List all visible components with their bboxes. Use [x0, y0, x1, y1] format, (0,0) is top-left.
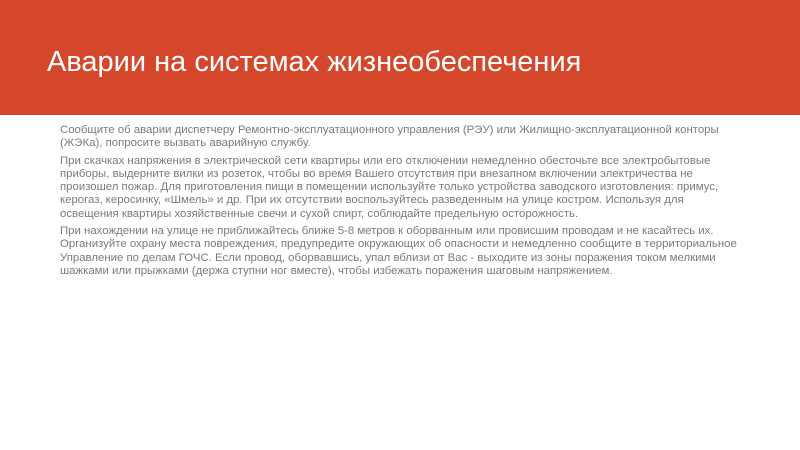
paragraph-power-surge: При скачках напряжения в электрической сети квартиры или его отключении немедленно обесточьте все электробытовые приборы, выдерните вилки из розеток, чтобы во время Вашего отсутствия при внезапном включении электричества не произошел пожар. Для приготовления пищи в помещении используйте только устройства заводского изготовления: примус, керогаз, керосинку, «Шмель» и др. При их отсутствии воспользуйтесь разведенным на улице костром. Используя для освещения квартиры хозяйственные свечи и сухой спирт, соблюдайте предельную осторожность. [60, 154, 719, 220]
title-band [0, 0, 800, 115]
paragraph-broken-wires: При нахождении на улице не приближайтесь ближе 5-8 метров к оборванным или провисшим проводам и не касайтесь их. Организуйте охрану места повреждения, предупредите окружающих об опасности и немедленно сообщите в территориальное Управление по делам ГОЧС. Если провод, оборвавшись, упал вблизи от Вас - выходите из зоны поражения током мелкими шажками или прыжками (держа ступни ног вместе), чтобы избежать поражения шаговым напряжением. [60, 225, 737, 277]
slide-body [60, 124, 743, 282]
paragraph-accident-report: Сообщите об аварии диспетчеру Ремонтно-эксплуатационного управления (РЭУ) или Жилищно-эксплуатационной конторы (ЖЭКа), попросите вызвать аварийную службу. [60, 124, 719, 150]
slide-title: Аварии на системах жизнеобеспечения [47, 46, 582, 78]
